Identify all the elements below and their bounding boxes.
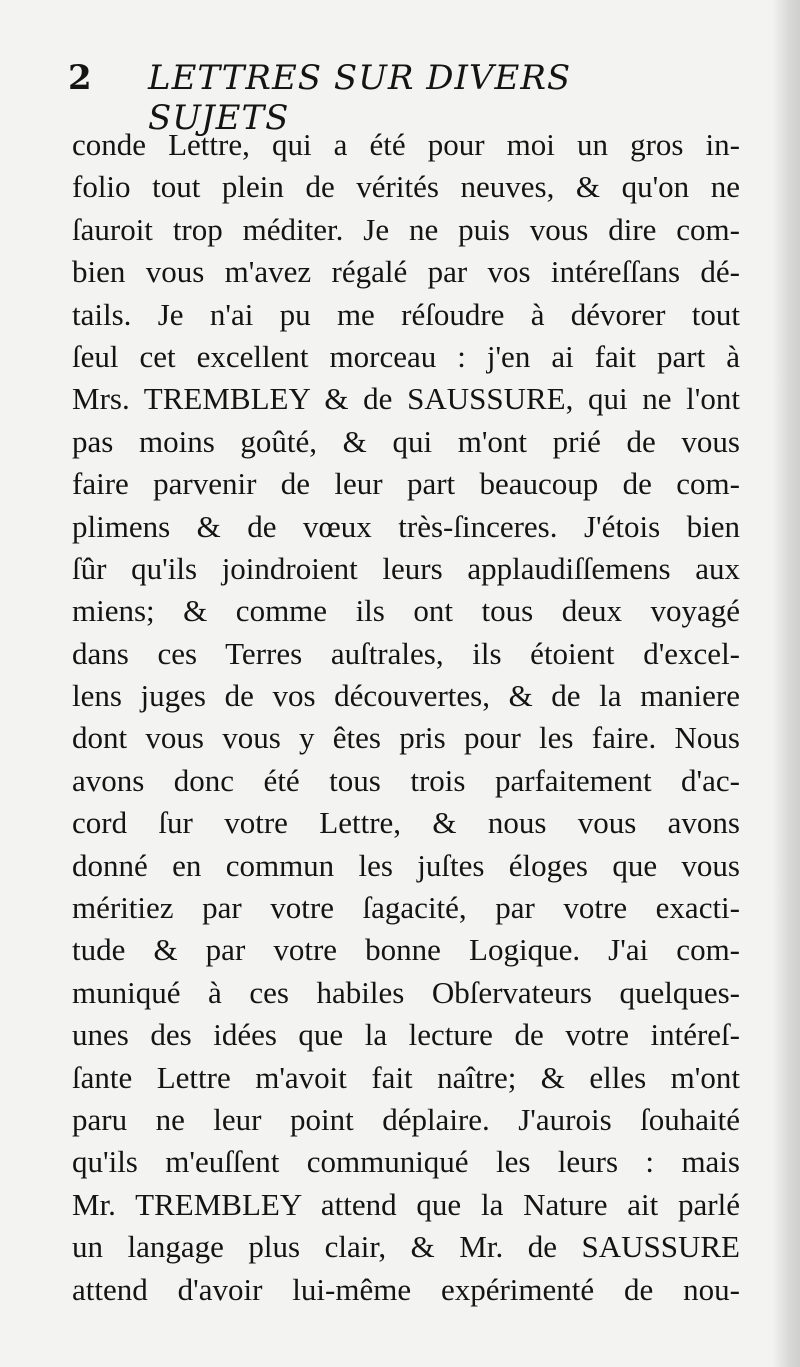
- text-line: bien vous m'avez régalé par vos intéreſſans dé-: [72, 254, 740, 290]
- text-line: attend d'avoir lui-même expérimenté de nou-: [72, 1271, 740, 1307]
- text-line: Mrs. TREMBLEY & de SAUSSURE, qui ne l'ont: [72, 381, 740, 417]
- text-line: ſante Lettre m'avoit fait naître; & elles m'ont: [72, 1059, 740, 1095]
- text-line: Mr. TREMBLEY attend que la Nature ait parlé: [72, 1186, 740, 1222]
- text-line: donné en commun les juſtes éloges que vous: [72, 847, 740, 883]
- text-line: dans ces Terres auſtrales, ils étoient d'excel-: [72, 635, 740, 671]
- text-line: dont vous vous y êtes pris pour les faire. Nous: [72, 720, 740, 756]
- text-line: plimens & de vœux très-ſinceres. J'étois bien: [72, 508, 740, 544]
- running-title: LETTRES SUR DIVERS SUJETS: [148, 58, 572, 138]
- text-line: qu'ils m'euſſent communiqué les leurs : mais: [72, 1144, 740, 1180]
- text-line: cord ſur votre Lettre, & nous vous avons: [72, 805, 740, 841]
- text-line: avons donc été tous trois parfaitement d'ac-: [72, 762, 740, 798]
- body-text: [72, 124, 740, 1311]
- text-line: ſeul cet excellent morceau : j'en ai fait part à: [72, 338, 740, 374]
- text-line: lens juges de vos découvertes, & de la maniere: [72, 678, 740, 714]
- text-line: un langage plus clair, & Mr. de SAUSSURE: [72, 1229, 740, 1265]
- text-line: paru ne leur point déplaire. J'aurois ſouhaité: [72, 1101, 740, 1137]
- page-number: 2: [68, 58, 92, 98]
- page-header: [66, 58, 716, 138]
- text-line: miens; & comme ils ont tous deux voyagé: [72, 593, 740, 629]
- text-line: ſûr qu'ils joindroient leurs applaudiſſemens aux: [72, 550, 740, 586]
- text-line: faire parvenir de leur part beaucoup de com-: [72, 466, 740, 502]
- text-line: pas moins goûté, & qui m'ont prié de vous: [72, 423, 740, 459]
- text-line: folio tout plein de vérités neuves, & qu'on ne: [72, 169, 740, 205]
- text-line: unes des idées que la lecture de votre intéreſ-: [72, 1017, 740, 1053]
- text-line: ſauroit trop méditer. Je ne puis vous dire com-: [72, 211, 740, 247]
- text-line: méritiez par votre ſagacité, par votre exacti-: [72, 890, 740, 926]
- text-line: conde Lettre, qui a été pour moi un gros in-: [72, 127, 740, 162]
- text-line: tude & par votre bonne Logique. J'ai com-: [72, 932, 740, 968]
- text-line: tails. Je n'ai pu me réſoudre à dévorer tout: [72, 296, 740, 332]
- page-edge-shadow: [772, 0, 800, 1367]
- text-line: muniqué à ces habiles Obſervateurs quelques-: [72, 974, 740, 1010]
